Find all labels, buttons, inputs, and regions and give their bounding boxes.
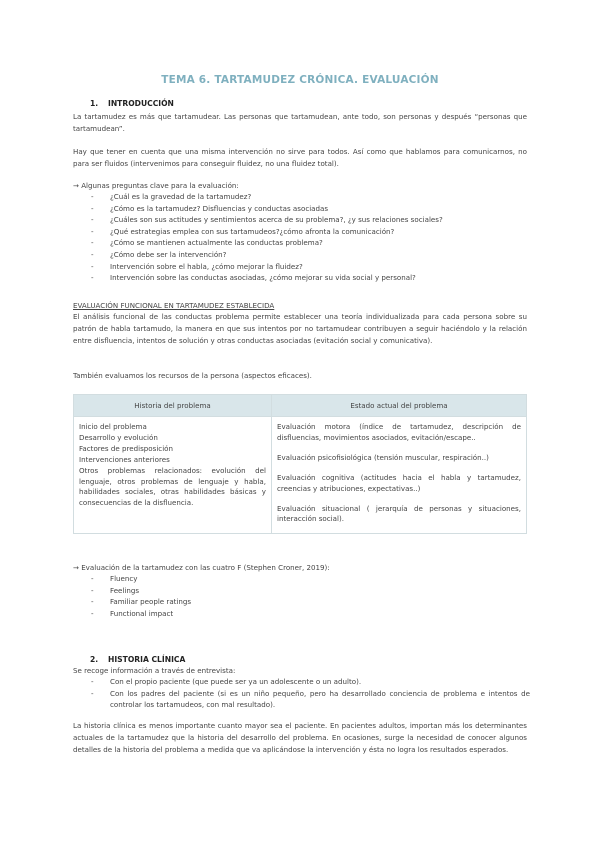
list-item: - ¿Cuáles son sus actitudes y sentimientos acerca de su problema?, ¿y sus relaciones sociales?	[90, 214, 530, 226]
table-row	[74, 417, 527, 534]
historia-paragraph: La historia clínica es menos importante cuanto mayor sea el paciente. En pacientes adultos, importan más los determinantes actuales de la tartamudez que la historia del desarrollo del problema. En ocasiones, surge la necesidad de conocer algunos detalles de la historia del problema a medida que va aplicándose la intervención y ésta no logra los resultados esperados.	[73, 721, 527, 754]
resources-paragraph: También evaluamos los recursos de la persona (aspectos eficaces).	[73, 371, 312, 380]
history-line: Desarrollo y evolución	[79, 432, 158, 442]
page-title: TEMA 6. TARTAMUDEZ CRÓNICA. EVALUACIÓN	[161, 74, 439, 86]
list-item: - Feelings	[90, 585, 530, 597]
section-title: HISTORIA CLÍNICA	[108, 655, 186, 664]
table-cell-history	[74, 417, 272, 534]
list-item: - Functional impact	[90, 608, 530, 620]
list-item: - Familiar people ratings	[90, 596, 530, 608]
list-item: - ¿Cómo debe ser la intervención?	[90, 249, 530, 261]
questions-list	[90, 191, 530, 284]
four-f-list	[90, 573, 530, 619]
list-item: - ¿Cómo se mantienen actualmente las conductas problema?	[90, 237, 530, 249]
table-header-row	[74, 395, 527, 417]
history-line: Inicio del problema	[79, 422, 147, 431]
list-item: - Intervención sobre el habla, ¿cómo mejorar la fluidez?	[90, 261, 530, 273]
historia-list	[90, 676, 530, 711]
list-item: - Con el propio paciente (que puede ser ya un adolescente o un adulto).	[90, 676, 530, 688]
list-item: - ¿Cómo es la tartamudez? Disfluencias y conductas asociadas	[90, 203, 530, 215]
section-heading-historia	[90, 655, 185, 664]
intro-paragraph-1: La tartamudez es más que tartamudear. Las personas que tartamudean, ante todo, son personas y después “personas que tartamudean”.	[73, 112, 527, 133]
history-lines	[79, 422, 266, 466]
list-item: - Con los padres del paciente (si es un niño pequeño, pero ha desarrollado conciencia de problema e intentos de controlar los tartamudeos, con mal resultado).	[90, 688, 530, 711]
history-paragraph: Otros problemas relacionados: evolución del lenguaje, otros problemas de lenguaje y habla, habilidades sociales, otras habilidades básicas y consecuencias de la disfluencia.	[79, 465, 266, 508]
functional-eval-heading-text: EVALUACIÓN FUNCIONAL EN TARTAMUDEZ ESTABLECIDA	[73, 301, 275, 310]
history-line: Factores de predisposición	[79, 443, 174, 453]
current-item-cognitiva: Evaluación cognitiva (actitudes hacia el habla y tartamudez, creencias y atribuciones, expectativas..)	[277, 472, 521, 493]
section-number: 1.	[90, 99, 99, 108]
current-item-psicofisiologica: Evaluación psicofisiológica (tensión muscular, respiración..)	[277, 452, 489, 462]
historia-intro: Se recoge información a través de entrevista:	[73, 666, 236, 675]
current-item-motora: Evaluación motora (índice de tartamudez, descripción de disfluencias, movimientos asociados, evitación/escape..	[277, 422, 521, 442]
list-item: - Intervención sobre las conductas asociadas, ¿cómo mejorar su vida social y personal?	[90, 272, 530, 284]
table-header-current: Estado actual del problema	[272, 395, 527, 417]
current-item-situacional: Evaluación situacional ( jerarquía de personas y situaciones, interacción social).	[277, 503, 521, 524]
list-item: - Fluency	[90, 573, 530, 585]
functional-eval-paragraph: El análisis funcional de las conductas problema permite establecer una teoría individualizada para cada persona sobre su patrón de habla tartamudo, la manera en que sus intentos por no tartamudear contribuyen a seguir haciéndolo y la relación entre disfluencia, intentos de solución y otras conductas asociadas (evitación social y comunicativa).	[73, 312, 527, 345]
questions-intro: → Algunas preguntas clave para la evaluación:	[73, 181, 239, 190]
section-heading-introduccion	[90, 99, 174, 108]
table-header-history: Historia del problema	[74, 395, 272, 417]
four-f-intro: → Evaluación de la tartamudez con las cuatro F (Stephen Croner, 2019):	[73, 563, 330, 572]
evaluation-table	[73, 394, 527, 534]
history-line: Intervenciones anteriores	[79, 454, 170, 464]
section-number: 2.	[90, 655, 99, 664]
section-title: INTRODUCCIÓN	[108, 99, 174, 108]
list-item: - ¿Qué estrategias emplea con sus tartamudeos?¿cómo afronta la comunicación?	[90, 226, 530, 238]
intro-paragraph-2: Hay que tener en cuenta que una misma intervención no sirve para todos. Así como que hablamos para comunicarnos, no para ser fluidos (intervenimos para conseguir fluidez, no una fluidez total).	[73, 147, 527, 168]
table-cell-current	[272, 417, 527, 534]
list-item: - ¿Cuál es la gravedad de la tartamudez?	[90, 191, 530, 203]
